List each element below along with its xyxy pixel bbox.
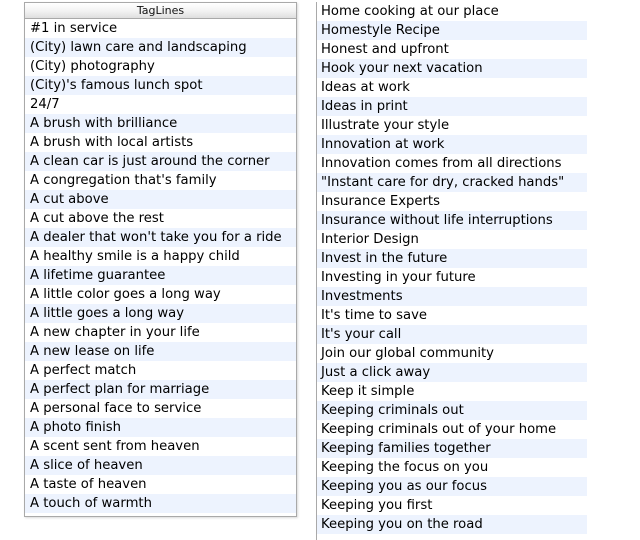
table-row[interactable]: Keeping criminals out	[317, 401, 587, 420]
table-row[interactable]: A scent sent from heaven	[25, 437, 296, 456]
table-row[interactable]: Innovation at work	[317, 135, 587, 154]
table-row[interactable]: Interior Design	[317, 230, 587, 249]
table-row[interactable]: Join our global community	[317, 344, 587, 363]
table-row[interactable]: Keeping you first	[317, 496, 587, 515]
table-row[interactable]: A dealer that won't take you for a ride	[25, 228, 296, 247]
table-row[interactable]: Keep it simple	[317, 382, 587, 401]
table-row[interactable]: It's time to save	[317, 306, 587, 325]
table-row[interactable]: Keeping criminals out of your home	[317, 420, 587, 439]
table-row[interactable]: Homestyle Recipe	[317, 21, 587, 40]
taglines-list-left	[25, 19, 296, 517]
table-row[interactable]: Ideas in print	[317, 97, 587, 116]
table-row[interactable]: A photo finish	[25, 418, 296, 437]
table-row[interactable]: A new chapter in your life	[25, 323, 296, 342]
table-row[interactable]: A little goes a long way	[25, 304, 296, 323]
empty-row	[25, 513, 296, 517]
taglines-table-left	[24, 2, 297, 517]
table-row[interactable]: Honest and upfront	[317, 40, 587, 59]
taglines-table-right	[316, 2, 587, 540]
table-row[interactable]: A personal face to service	[25, 399, 296, 418]
table-row[interactable]: A taste of heaven	[25, 475, 296, 494]
table-row[interactable]: Keeping you on the road	[317, 515, 587, 534]
table-row[interactable]: Investments	[317, 287, 587, 306]
table-row[interactable]: A lifetime guarantee	[25, 266, 296, 285]
table-row[interactable]: Innovation comes from all directions	[317, 154, 587, 173]
table-row[interactable]: Keeping you as our focus	[317, 477, 587, 496]
table-row[interactable]: Ideas at work	[317, 78, 587, 97]
table-row[interactable]: A healthy smile is a happy child	[25, 247, 296, 266]
table-row[interactable]: Keeping families together	[317, 439, 587, 458]
table-row[interactable]: A new lease on life	[25, 342, 296, 361]
table-row[interactable]: "Instant care for dry, cracked hands"	[317, 173, 587, 192]
taglines-list-right	[317, 2, 587, 534]
table-row[interactable]: A touch of warmth	[25, 494, 296, 513]
table-row[interactable]: It's your call	[317, 325, 587, 344]
table-row[interactable]: Illustrate your style	[317, 116, 587, 135]
table-row[interactable]: Invest in the future	[317, 249, 587, 268]
table-row[interactable]: A cut above	[25, 190, 296, 209]
table-row[interactable]: Insurance without life interruptions	[317, 211, 587, 230]
table-row[interactable]: A cut above the rest	[25, 209, 296, 228]
table-row[interactable]: (City) photography	[25, 57, 296, 76]
table-row[interactable]: Just a click away	[317, 363, 587, 382]
table-row[interactable]: Hook your next vacation	[317, 59, 587, 78]
table-row[interactable]: A brush with local artists	[25, 133, 296, 152]
table-row[interactable]: Insurance Experts	[317, 192, 587, 211]
table-row[interactable]: A perfect match	[25, 361, 296, 380]
table-row[interactable]: 24/7	[25, 95, 296, 114]
table-row[interactable]: Home cooking at our place	[317, 2, 587, 21]
column-header-taglines[interactable]: TagLines	[25, 2, 296, 19]
table-row[interactable]: A brush with brilliance	[25, 114, 296, 133]
table-row[interactable]: Investing in your future	[317, 268, 587, 287]
table-row[interactable]: Keeping the focus on you	[317, 458, 587, 477]
table-row[interactable]: A clean car is just around the corner	[25, 152, 296, 171]
table-row[interactable]: A perfect plan for marriage	[25, 380, 296, 399]
table-row[interactable]: #1 in service	[25, 19, 296, 38]
table-row[interactable]: (City)'s famous lunch spot	[25, 76, 296, 95]
table-row[interactable]: (City) lawn care and landscaping	[25, 38, 296, 57]
table-row[interactable]: A slice of heaven	[25, 456, 296, 475]
table-row[interactable]: A little color goes a long way	[25, 285, 296, 304]
table-row[interactable]: A congregation that's family	[25, 171, 296, 190]
